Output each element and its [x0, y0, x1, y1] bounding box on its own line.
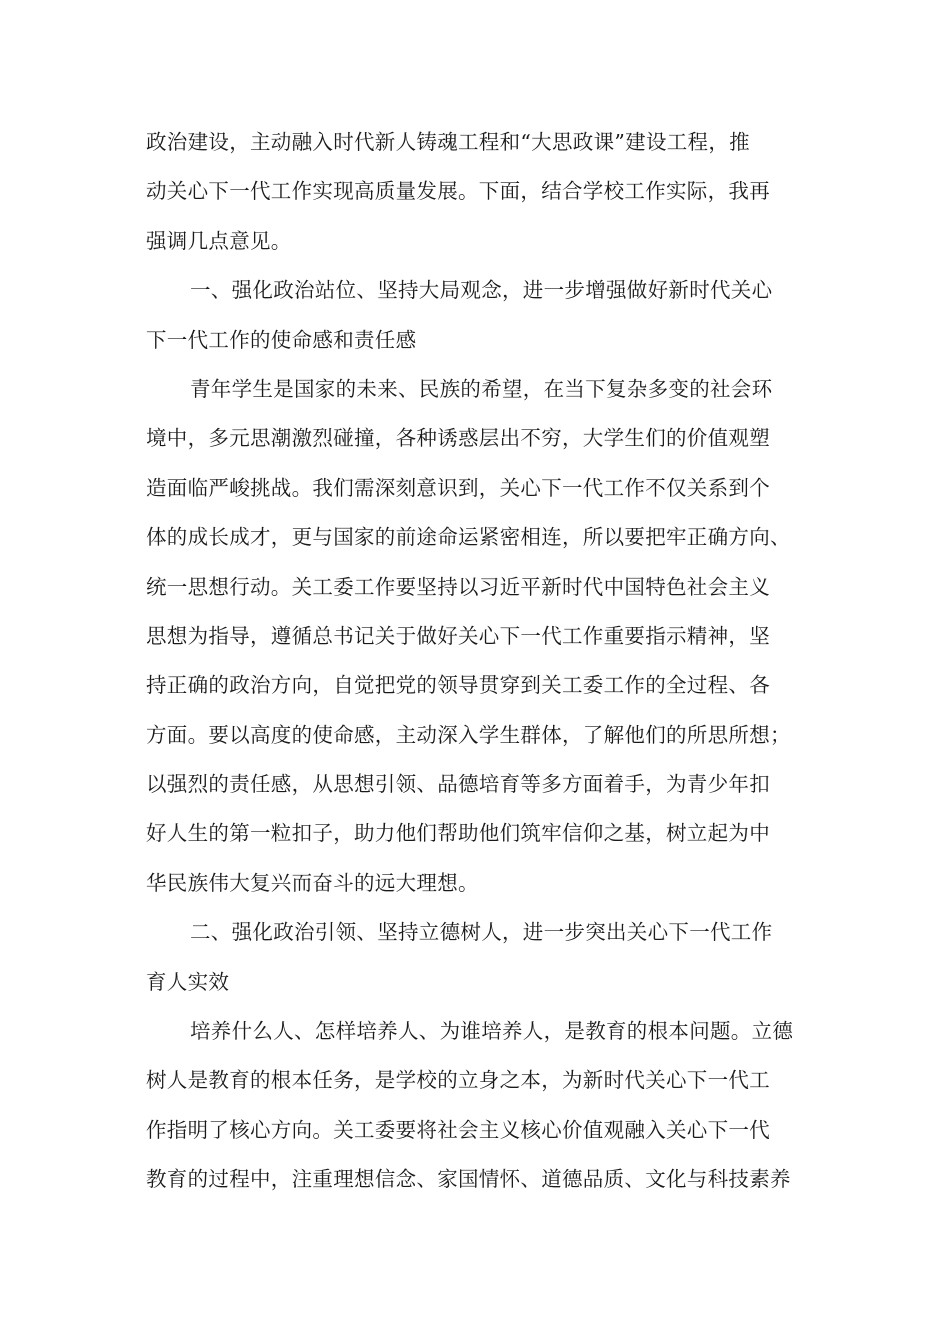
text-line: 以强烈的责任感，从思想引领、品德培育等多方面着手，为青少年扣 [146, 772, 770, 797]
text-line: 思想为指导，遵循总书记关于做好关心下一代工作重要指示精神，坚 [146, 623, 770, 648]
section-heading-1: 一、强化政治站位、坚持大局观念，进一步增强做好新时代关心 [190, 278, 773, 303]
text-line: 培养什么人、怎样培养人、为谁培养人，是教育的根本问题。立德 [190, 1019, 794, 1044]
text-line: 青年学生是国家的未来、民族的希望，在当下复杂多变的社会环 [190, 376, 773, 401]
text-line: 持正确的政治方向，自觉把党的领导贯穿到关工委工作的全过程、各 [146, 673, 770, 698]
text-line: 统一思想行动。关工委工作要坚持以习近平新时代中国特色社会主义 [146, 574, 770, 599]
text-line: 政治建设，主动融入时代新人铸魂工程和“大思政课”建设工程，推 [146, 130, 750, 154]
section-heading-2-cont: 育人实效 [146, 969, 230, 994]
document-body [146, 118, 810, 1205]
text-line: 教育的过程中，注重理想信念、家国情怀、道德品质、文化与科技素养 [146, 1167, 791, 1192]
section-heading-2: 二、强化政治引领、坚持立德树人，进一步突出关心下一代工作 [190, 920, 773, 945]
text-line: 华民族伟大复兴而奋斗的远大理想。 [146, 870, 479, 895]
text-line: 树人是教育的根本任务，是学校的立身之本，为新时代关心下一代工 [146, 1068, 770, 1093]
text-line: 体的成长成才，更与国家的前途命运紧密相连，所以要把牢正确方向、 [146, 525, 791, 550]
text-line: 造面临严峻挑战。我们需深刻意识到，关心下一代工作不仅关系到个 [146, 475, 770, 500]
text-line: 方面。要以高度的使命感，主动深入学生群体，了解他们的所思所想； [146, 722, 791, 747]
text-line: 作指明了核心方向。关工委要将社会主义核心价值观融入关心下一代 [146, 1117, 770, 1142]
text-line: 动关心下一代工作实现高质量发展。下面，结合学校工作实际，我再 [146, 179, 770, 204]
text-line: 境中，多元思潮激烈碰撞，各种诱惑层出不穷，大学生们的价值观塑 [146, 426, 770, 451]
text-line: 好人生的第一粒扣子，助力他们帮助他们筑牢信仰之基，树立起为中 [146, 821, 770, 846]
section-heading-1-cont: 下一代工作的使命感和责任感 [146, 327, 417, 352]
text-line: 强调几点意见。 [146, 228, 292, 253]
